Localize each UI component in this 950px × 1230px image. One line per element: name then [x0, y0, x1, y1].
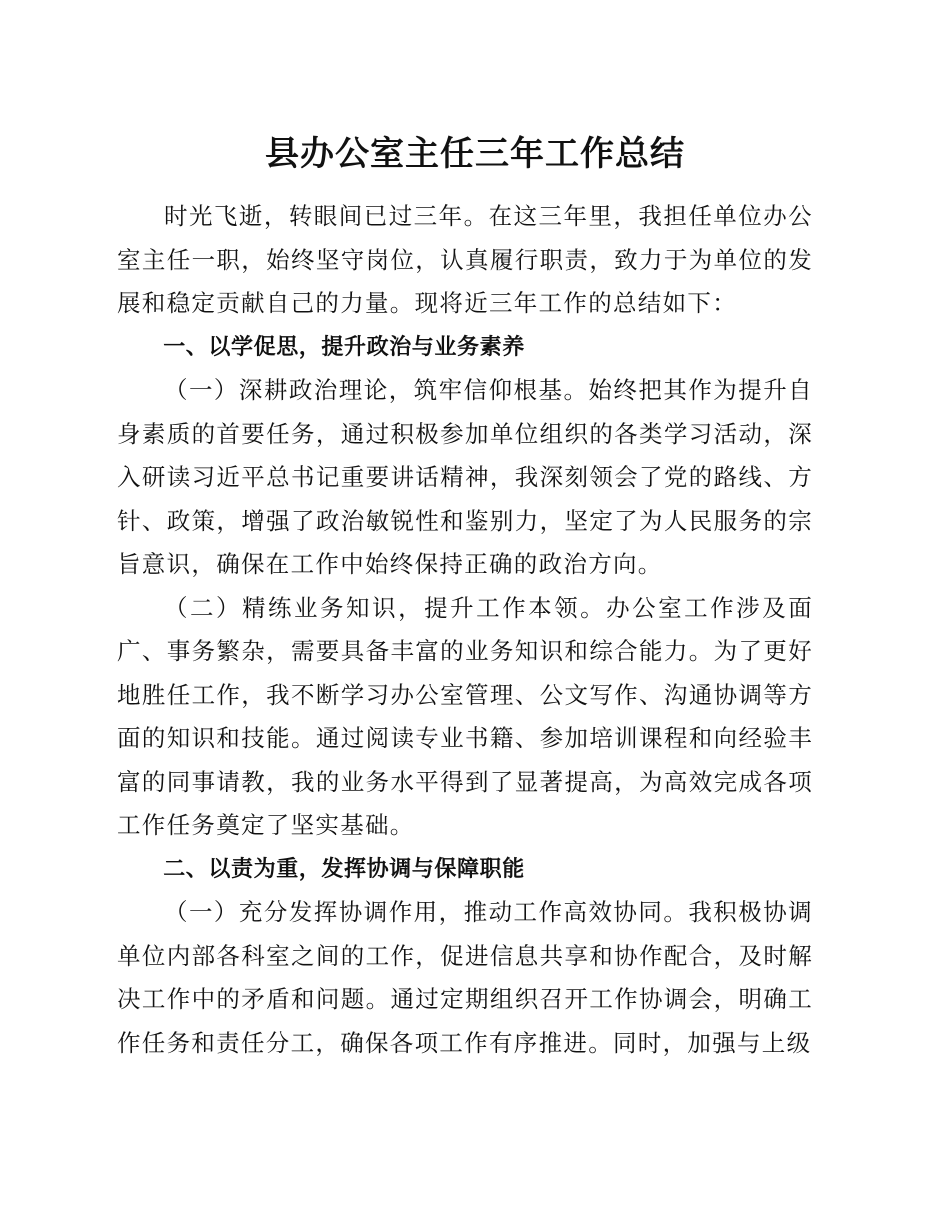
- document-body: [117, 195, 813, 1065]
- section-1-paragraph-1: （一）深耕政治理论，筑牢信仰根基。始终把其作为提升自身素质的首要任务，通过积极参加单位组织的各类学习活动，深入研读习近平总书记重要讲话精神，我深刻领会了党的路线、方针、政策，增强了政治敏锐性和鉴别力，坚定了为人民服务的宗旨意识，确保在工作中始终保持正确的政治方向。: [117, 376, 813, 578]
- section-2-paragraph-1: （一）充分发挥协调作用，推动工作高效协同。我积极协调单位内部各科室之间的工作，促进信息共享和协作配合，及时解决工作中的矛盾和问题。通过定期组织召开工作协调会，明确工作任务和责任分工，确保各项工作有序推进。同时，加强与上级: [117, 898, 813, 1057]
- section-1-paragraph-2: （二）精练业务知识，提升工作本领。办公室工作涉及面广、事务繁杂，需要具备丰富的业务知识和综合能力。为了更好地胜任工作，我不断学习办公室管理、公文写作、沟通协调等方面的知识和技能。通过阅读专业书籍、参加培训课程和向经验丰富的同事请教，我的业务水平得到了显著提高，为高效完成各项工作任务奠定了坚实基础。: [117, 593, 813, 839]
- document-title: 县办公室主任三年工作总结: [265, 134, 685, 174]
- section-heading-2: 二、以责为重，发挥协调与保障职能: [163, 856, 525, 882]
- section-heading-1: 一、以学促思，提升政治与业务素养: [163, 334, 525, 360]
- intro-paragraph: 时光飞逝，转眼间已过三年。在这三年里，我担任单位办公室主任一职，始终坚守岗位，认真履行职责，致力于为单位的发展和稳定贡献自己的力量。现将近三年工作的总结如下：: [117, 202, 813, 317]
